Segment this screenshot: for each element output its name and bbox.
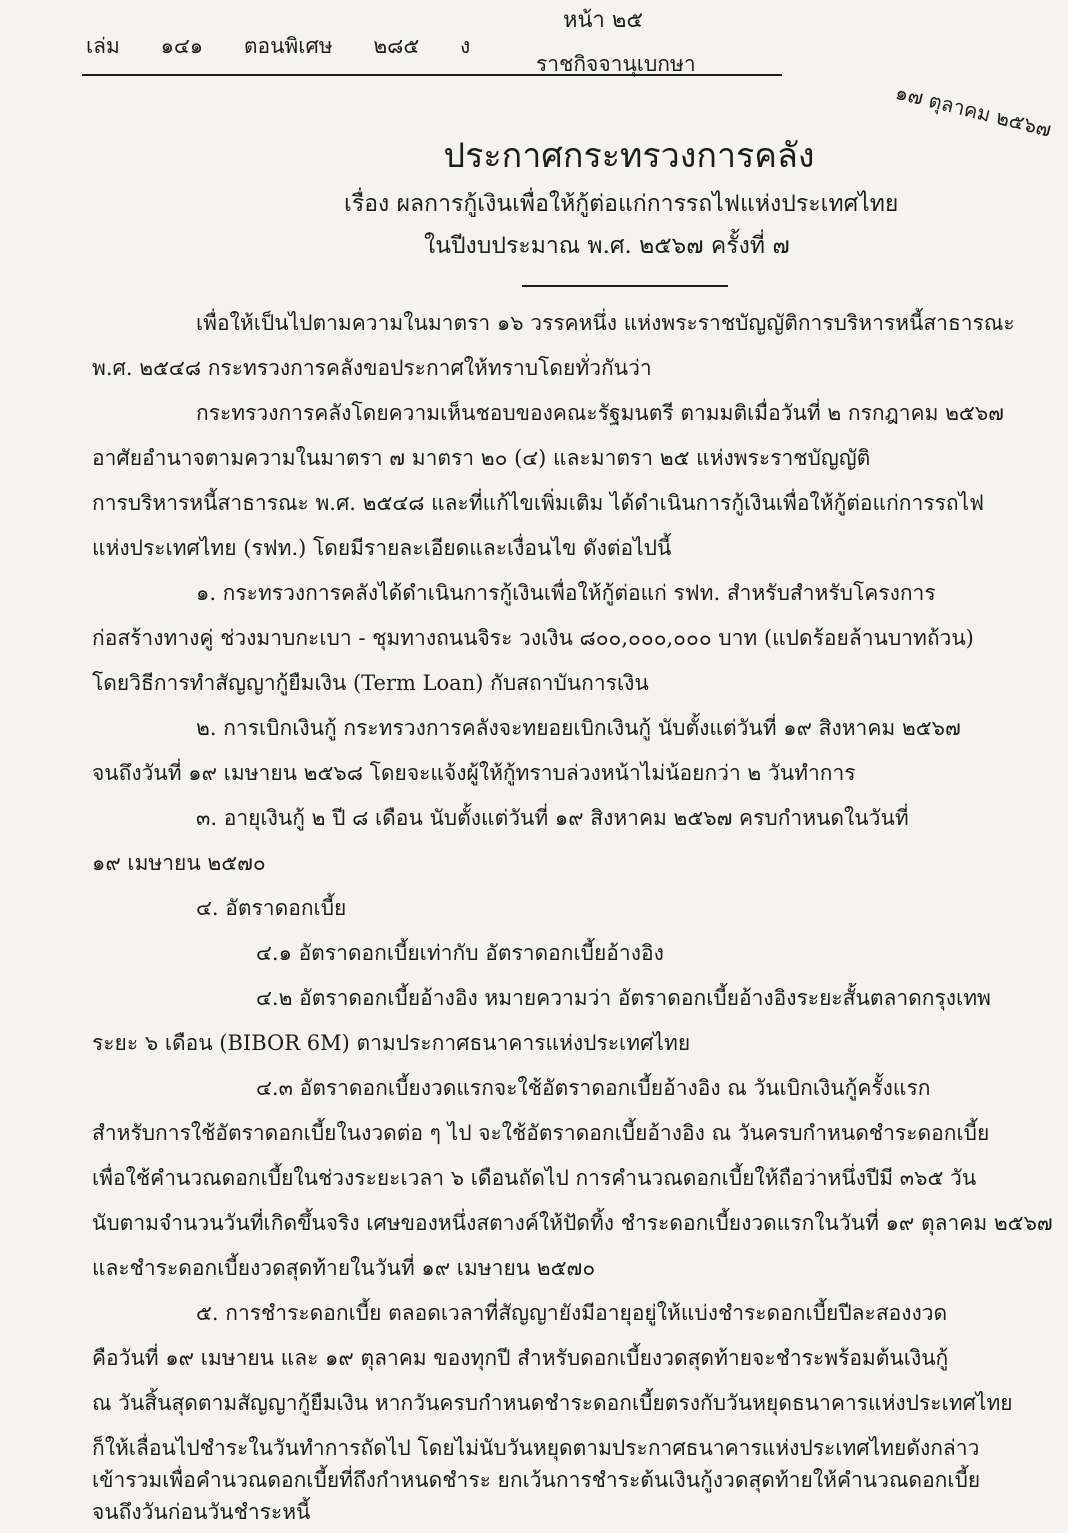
title-divider <box>522 285 728 287</box>
body-line: ก็ให้เลื่อนไปชำระในวันทำการถัดไป โดยไม่นับวันหยุดตามประกาศธนาคารแห่งประเทศไทยดังกล่าว <box>92 1436 980 1460</box>
section-label: ตอนพิเศษ <box>243 34 333 58</box>
body-line: ระยะ ๖ เดือน (BIBOR 6M) ตามประกาศธนาคารแห่งประเทศไทย <box>92 1031 691 1055</box>
section-letter: ง <box>459 34 471 58</box>
announcement-title: ประกาศกระทรวงการคลัง <box>443 136 815 176</box>
body-line: จนถึงวันก่อนวันชำระหนี้ <box>92 1500 311 1524</box>
gazette-name: ราชกิจจานุเบกษา <box>536 52 696 76</box>
body-line: ๕. การชำระดอกเบี้ย ตลอดเวลาที่สัญญายังมีอายุอยู่ให้แบ่งชำระดอกเบี้ยปีละสองงวด <box>196 1301 948 1325</box>
body-line: เพื่อใช้คำนวณดอกเบี้ยในช่วงระยะเวลา ๖ เดือนถัดไป การคำนวณดอกเบี้ยให้ถือว่าหนึ่งปีมี ๓๖๕ วัน <box>92 1166 977 1190</box>
body-line: ๓. อายุเงินกู้ ๒ ปี ๘ เดือน นับตั้งแต่วันที่ ๑๙ สิงหาคม ๒๕๖๗ ครบกำหนดในวันที่ <box>196 806 909 830</box>
body-line: ๑๙ เมษายน ๒๕๗๐ <box>92 851 266 875</box>
body-line: อาศัยอำนาจตามความในมาตรา ๗ มาตรา ๒๐ (๔) และมาตรา ๒๕ แห่งพระราชบัญญัติ <box>92 446 871 470</box>
body-line: การบริหารหนี้สาธารณะ พ.ศ. ๒๕๔๘ และที่แก้ไขเพิ่มเติม ได้ดำเนินการกู้เงินเพื่อให้กู้ต่อแก่การรถไฟ <box>92 491 984 515</box>
gazette-volume-line <box>86 30 504 63</box>
body-line: และชำระดอกเบี้ยงวดสุดท้ายในวันที่ ๑๙ เมษายน ๒๕๗๐ <box>92 1256 596 1280</box>
volume-number: ๑๔๑ <box>160 34 204 58</box>
body-line: คือวันที่ ๑๙ เมษายน และ ๑๙ ตุลาคม ของทุกปี สำหรับดอกเบี้ยงวดสุดท้ายจะชำระพร้อมต้นเงินกู้ <box>92 1346 949 1370</box>
volume-label: เล่ม <box>86 34 120 58</box>
body-line: เพื่อให้เป็นไปตามความในมาตรา ๑๖ วรรคหนึ่ง แห่งพระราชบัญญัติการบริหารหนี้สาธารณะ <box>196 311 1015 335</box>
page-number: หน้า ๒๕ <box>563 8 644 33</box>
body-line: ๒. การเบิกเงินกู้ กระทรวงการคลังจะทยอยเบิกเงินกู้ นับตั้งแต่วันที่ ๑๙ สิงหาคม ๒๕๖๗ <box>196 716 961 740</box>
body-line: ณ วันสิ้นสุดตามสัญญากู้ยืมเงิน หากวันครบกำหนดชำระดอกเบี้ยตรงกับวันหยุดธนาคารแห่งประเทศไทย <box>92 1391 1013 1415</box>
subject-line-2: ในปีงบประมาณ พ.ศ. ๒๕๖๗ ครั้งที่ ๗ <box>424 233 790 259</box>
body-line: พ.ศ. ๒๕๔๘ กระทรวงการคลังขอประกาศให้ทราบโดยทั่วกันว่า <box>92 356 652 380</box>
body-line: จนถึงวันที่ ๑๙ เมษายน ๒๕๖๘ โดยจะแจ้งผู้ให้กู้ทราบล่วงหน้าไม่น้อยกว่า ๒ วันทำการ <box>92 761 856 785</box>
body-line: เข้ารวมเพื่อคำนวณดอกเบี้ยที่ถึงกำหนดชำระ ยกเว้นการชำระต้นเงินกู้งวดสุดท้ายให้คำนวณดอกเบี้ย <box>92 1468 981 1492</box>
body-line: ๔.๒ อัตราดอกเบี้ยอ้างอิง หมายความว่า อัตราดอกเบี้ยอ้างอิงระยะสั้นตลาดกรุงเทพ <box>256 986 991 1010</box>
body-line: ๑. กระทรวงการคลังได้ดำเนินการกู้เงินเพื่อให้กู้ต่อแก่ รฟท. สำหรับสำหรับโครงการ <box>196 581 936 605</box>
body-line: แห่งประเทศไทย (รฟท.) โดยมีรายละเอียดและเงื่อนไข ดังต่อไปนี้ <box>92 536 672 560</box>
header-rule <box>82 74 782 76</box>
body-line: โดยวิธีการทำสัญญากู้ยืมเงิน (Term Loan) กับสถาบันการเงิน <box>92 671 649 695</box>
body-line: ๔.๓ อัตราดอกเบี้ยงวดแรกจะใช้อัตราดอกเบี้ยอ้างอิง ณ วันเบิกเงินกู้ครั้งแรก <box>256 1076 931 1100</box>
body-line: ก่อสร้างทางคู่ ช่วงมาบกะเบา - ชุมทางถนนจิระ วงเงิน ๘๐๐,๐๐๐,๐๐๐ บาท (แปดร้อยล้านบาทถ้วน) <box>92 626 974 650</box>
body-line: ๔.๑ อัตราดอกเบี้ยเท่ากับ อัตราดอกเบี้ยอ้างอิง <box>256 941 664 965</box>
subject-line-1: เรื่อง ผลการกู้เงินเพื่อให้กู้ต่อแก่การรถไฟแห่งประเทศไทย <box>344 191 899 217</box>
body-line: นับตามจำนวนวันที่เกิดขึ้นจริง เศษของหนึ่งสตางค์ให้ปัดทิ้ง ชำระดอกเบี้ยงวดแรกในวันที่ ๑๙ ตุลาคม ๒๕๖๗ <box>92 1211 1053 1235</box>
body-line: ๔. อัตราดอกเบี้ย <box>196 896 347 920</box>
publication-date: ๑๗ ตุลาคม ๒๕๖๗ <box>893 79 1054 142</box>
body-line: กระทรวงการคลังโดยความเห็นชอบของคณะรัฐมนตรี ตามมติเมื่อวันที่ ๒ กรกฎาคม ๒๕๖๗ <box>196 401 1004 425</box>
body-line: สำหรับการใช้อัตราดอกเบี้ยในงวดต่อ ๆ ไป จะใช้อัตราดอกเบี้ยอ้างอิง ณ วันครบกำหนดชำระดอกเบี้ย <box>92 1121 990 1145</box>
section-number: ๒๘๕ <box>373 34 420 58</box>
